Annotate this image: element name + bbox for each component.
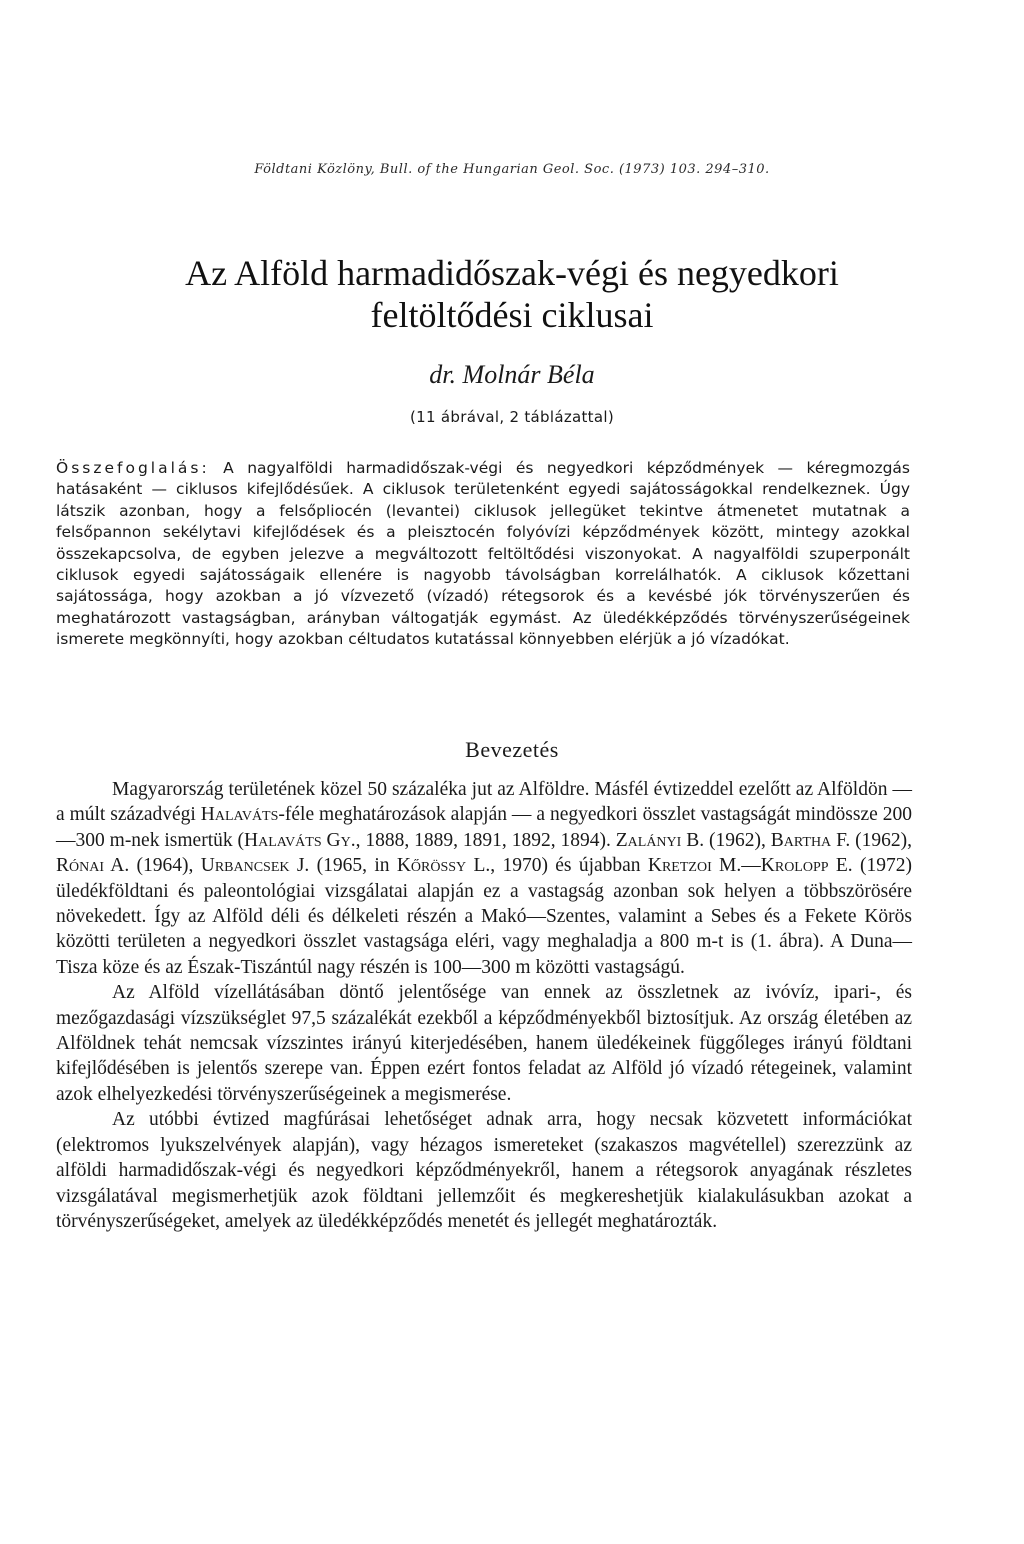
article-title (60, 252, 964, 336)
title-line-1: Az Alföld harmadidőszak-végi és negyedkori (185, 253, 839, 293)
paragraph-1-text: , 1888, 1889, 1891, 1892, 1894). (355, 829, 616, 851)
author-ref-kretzoi: Kretzoi M. (647, 855, 742, 877)
paragraph-1-text: -féle meghatározások alapján — a negyedkori összlet vastagságát mindössze 200—300 m-nek ismertük ( (56, 804, 912, 851)
body-text (56, 777, 912, 1234)
abstract-text: A nagyalföldi harmadidőszak-végi és negyedkori képződmények — kéregmozgás hatásaként — ciklusos kifejlődésűek. A ciklusok területenként egyedi sajátosságokkal rendelkeznek. Úgy látszik azonban, hogy a felsőpliocén (levantei) ciklusok jellegüket tekintve átmenetet mutatnak a felsőpannon sekélytavi kifejlődések és a pleisztocén folyóvízi képződmények között, mintegy azokkal összekapcsolva, de egyben jelezve a megváltozott feltöltődési viszonyokat. A nagyalföldi szuperponált ciklusok egyedi sajátosságaik ellenére is nagyobb távolságban korrelálhatók. A ciklusok kőzettani sajátossága, hogy azokban a jó vízvezető (vízadó) rétegsorok és a kevésbé jók törvényszerűen és meghatározott vastagságban, arányban váltogatják egymást. Az üledékképződés törvényszerűségeinek ismerete megkönnyíti, hogy azokban céltudatos kutatással könnyebben elérjük a jó vízadókat. (56, 459, 910, 649)
author-ref-halavats-gy: Halaváts Gy. (244, 829, 356, 851)
paragraph-1-text: (1962), (704, 829, 771, 851)
author-ref-ronai: Rónai A. (56, 855, 130, 877)
abstract (56, 458, 910, 651)
paragraph-1-text: , 1970) és újabban (490, 855, 648, 877)
paragraph-2: Az Alföld vízellátásában döntő jelentősége van ennek az összletnek az ivóvíz, ipari-, és mezőgazdasági vízszükséglet 97,5 százalékát ezekből a képződményekből biztosítjuk. Az ország életében az Alföldnek tehát nemcsak vízszintes irányú kiterjedésében, hanem üledékeinek függőleges irányú földtani kifejlődésében is jelentős szerepe van. Éppen ezért fontos feladat az Alföld jó vízadó rétegeinek, valamint azok elhelyezkedési törvényszerűségeinek a megismerése. (56, 982, 912, 1105)
title-line-2: feltöltődési ciklusai (370, 295, 654, 335)
paragraph-1-text: — (741, 855, 761, 877)
paragraph-1-text: (1964), (129, 855, 201, 877)
author-ref-bartha: Bartha F. (770, 829, 851, 851)
paragraph-1-text: Magyarország területének közel 50 százaléka jut az Alföldre. Másfél évtizeddel ezelőtt az Alföldön — a múlt századvégi (56, 779, 912, 826)
author-name: dr. Molnár Béla (429, 360, 595, 389)
author-ref-krolopp: Krolopp E. (760, 855, 853, 877)
author-ref-halavats: Halaváts (200, 804, 279, 826)
paragraph-3: Az utóbbi évtized magfúrásai lehetőséget adnak arra, hogy necsak közvetett információkat (elektromos lyukszelvények alapján), vagy hézagos ismereteket (szakaszos magvétellel) szerezzünk az alföldi harmadidőszak-végi és negyedkori képződményekről, hanem a rétegsorok anyagának részletes vizsgálatával megismerhetjük azok földtani jellemzőit és megkereshetjük kialakulásukban azokat a törvényszerűségeket, amelyek az üledékképződés menetét és jellegét meghatározták. (56, 1109, 912, 1232)
paragraph-1 (56, 777, 912, 980)
author-ref-korossy: Kőrössy L. (396, 855, 491, 877)
paragraph-1-text: (1965, in (309, 855, 397, 877)
author-ref-zalanyi: Zalányi B. (615, 829, 705, 851)
section-heading-introduction: Bevezetés (465, 737, 559, 762)
abstract-label: Összefoglalás: (56, 459, 210, 477)
figure-table-note: (11 ábrával, 2 táblázattal) (410, 408, 614, 426)
journal-citation: Földtani Közlöny, Bull. of the Hungarian Geol. Soc. (1973) 103. 294–310. (254, 162, 770, 177)
author-ref-urbancsek: Urbancsek J. (200, 855, 310, 877)
paragraph-1-text: (1962), (850, 829, 912, 851)
paragraph-1-text: (1972) üledékföldtani és paleontológiai vizsgálatai alapján ez a vastagság azonban sok helyen a többszörösére növekedett. Így az Alföld déli és délkeleti részén a Makó—Szentes, valamint a Sebes és a Fekete Körös közötti területen a negyedkori összlet vastagsága eléri, vagy meghaladja a 800 m-t is (1. ábra). A Duna—Tisza köze és az Észak-Tiszántúl nagy részén is 100—300 m közötti vastagságú. (56, 855, 912, 978)
